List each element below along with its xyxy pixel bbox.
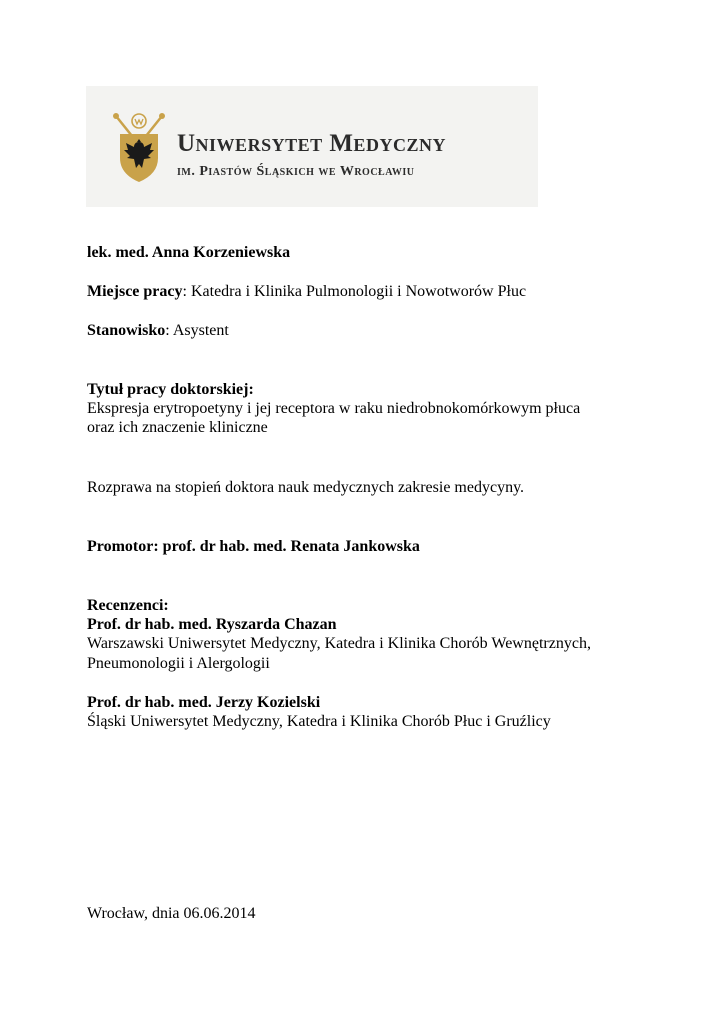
reviewer-2-name: Prof. dr hab. med. Jerzy Kozielski <box>87 694 321 711</box>
place-and-date: Wrocław, dnia 06.06.2014 <box>87 905 256 922</box>
position-label: Stanowisko <box>87 322 166 339</box>
thesis-label: Tytuł pracy doktorskiej: <box>87 381 254 398</box>
position-value: : Asystent <box>165 322 229 339</box>
university-name: Uniwersytet Medyczny <box>177 130 446 157</box>
degree-statement: Rozprawa na stopień doktora nauk medycznych zakresie medycyny. <box>87 479 525 496</box>
reviewer-1-affiliation-line-2: Pneumonologii i Alergologii <box>87 655 270 672</box>
reviewers-label: Recenzenci: <box>87 597 169 614</box>
author-name: lek. med. Anna Korzeniewska <box>87 244 291 261</box>
university-subtitle: im. Piastów Śląskich we Wrocławiu <box>177 164 415 179</box>
university-header <box>86 86 538 207</box>
reviewer-1-affiliation-line-1: Warszawski Uniwersytet Medyczny, Katedra i Klinika Chorób Wewnętrznych, <box>87 635 591 652</box>
position <box>87 321 229 340</box>
thesis-title-line-1: Ekspresja erytropoetyny i jej receptora w raku niedrobnokomórkowym płuca <box>87 400 581 417</box>
university-crest-logo <box>110 112 168 184</box>
promoter: Promotor: prof. dr hab. med. Renata Jankowska <box>87 538 420 555</box>
reviewer-1-name: Prof. dr hab. med. Ryszarda Chazan <box>87 616 337 633</box>
workplace-label: Miejsce pracy <box>87 283 183 300</box>
reviewer-2-affiliation: Śląski Uniwersytet Medyczny, Katedra i Klinika Chorób Płuc i Gruźlicy <box>87 713 551 730</box>
workplace-value: : Katedra i Klinika Pulmonologii i Nowotworów Płuc <box>182 283 527 300</box>
thesis-title-line-2: oraz ich znaczenie kliniczne <box>87 419 268 436</box>
workplace <box>87 282 526 301</box>
